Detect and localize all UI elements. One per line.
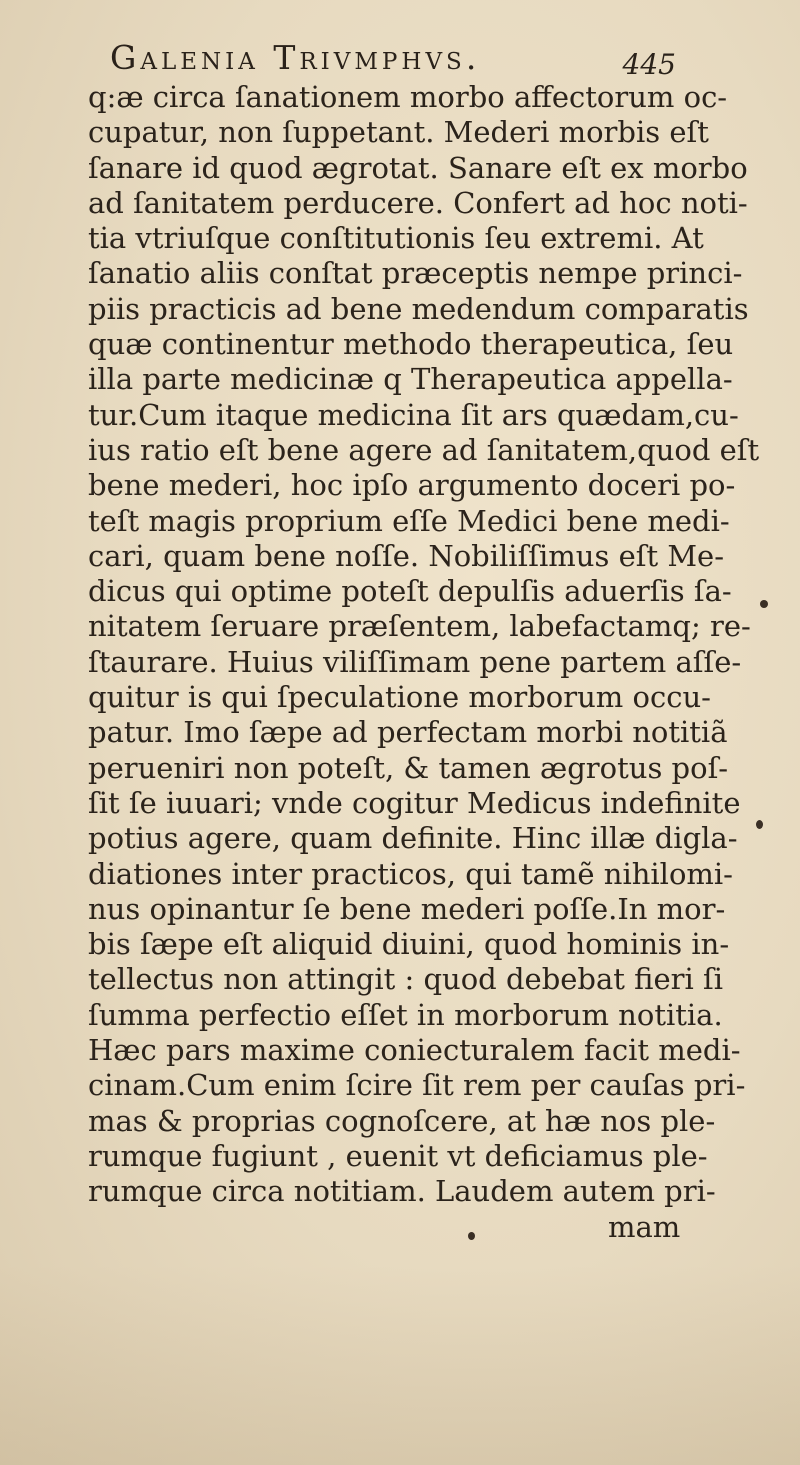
text-line: ſanare id quod ægrotat. Sanare eſt ex morbo xyxy=(88,150,748,185)
text-line: illa parte medicinæ q Therapeutica appella- xyxy=(88,362,733,397)
text-line: rumque fugiunt , euenit vt deficiamus ple- xyxy=(88,1138,708,1173)
text-line: tur.Cum itaque medicina ſit ars quædam,cu- xyxy=(88,397,739,432)
text-line: quæ continentur methodo therapeutica, ſeu xyxy=(88,327,734,362)
text-line: cinam.Cum enim ſcire ſit rem per cauſas pri- xyxy=(88,1068,746,1103)
text-line: ſit ſe iuuari; vnde cogitur Medicus indefinite xyxy=(88,785,741,820)
text-line: ius ratio eſt bene agere ad ſanitatem,quod eſt xyxy=(88,432,760,467)
text-line: diationes inter practicos, qui tamẽ nihilomi- xyxy=(88,856,733,891)
text-line: nus opinantur ſe bene mederi poſſe.In mor- xyxy=(88,891,726,926)
ink-speck xyxy=(468,1232,475,1240)
text-line: bis ſæpe eſt aliquid diuini, quod hominis in- xyxy=(88,927,730,962)
text-line: mas & proprias cognoſcere, at hæ nos ple- xyxy=(88,1103,716,1138)
text-line: q:æ circa ſanationem morbo affectorum oc- xyxy=(88,80,728,114)
text-line: cari, quam bene noſſe. Nobiliſſimus eſt Me- xyxy=(88,538,725,573)
text-line: dicus qui optime poteſt depulſis aduerſis ſa- xyxy=(88,574,732,609)
text-line: ſanatio aliis conſtat præceptis nempe princi- xyxy=(88,256,743,291)
text-line: teſt magis proprium eſſe Medici bene medi- xyxy=(88,503,730,538)
text-line: tia vtriuſque conſtitutionis ſeu extremi. At xyxy=(88,221,704,256)
text-line: potius agere, quam definite. Hinc illæ digla- xyxy=(88,821,738,856)
text-line: nitatem ſeruare præſentem, labefactamq; re- xyxy=(88,609,751,644)
text-line: Hæc pars maxime coniecturalem facit medi- xyxy=(88,1033,741,1068)
text-line: ad ſanitatem perducere. Confert ad hoc noti- xyxy=(88,185,748,220)
text-line: ſtaurare. Huius viliſſimam pene partem aſſe- xyxy=(88,644,742,679)
ink-speck xyxy=(760,600,768,608)
text-line: cupatur, non ſuppetant. Mederi morbis eſt xyxy=(88,115,709,150)
text-line: quitur is qui ſpeculatione morborum occu- xyxy=(88,680,711,715)
running-head: Galenia Trivmphvs. xyxy=(110,38,481,77)
text-line: bene mederi, hoc ipſo argumento doceri po- xyxy=(88,468,736,503)
text-line: ſumma perfectio eſſet in morborum notitia. xyxy=(88,997,723,1032)
page-number: 445 xyxy=(622,48,676,81)
body-text xyxy=(88,80,760,1245)
text-line: piis practicis ad bene medendum comparatis xyxy=(88,291,749,326)
text-line: tellectus non attingit : quod debebat fieri ſi xyxy=(88,962,724,997)
text-line: patur. Imo ſæpe ad perfectam morbi notitiã xyxy=(88,715,728,750)
catchword: mam xyxy=(608,1209,681,1244)
ink-speck xyxy=(756,820,763,829)
text-line: perueniri non poteſt, & tamen ægrotus poſ- xyxy=(88,750,729,785)
text-line: rumque circa notitiam. Laudem autem pri- xyxy=(88,1174,716,1209)
